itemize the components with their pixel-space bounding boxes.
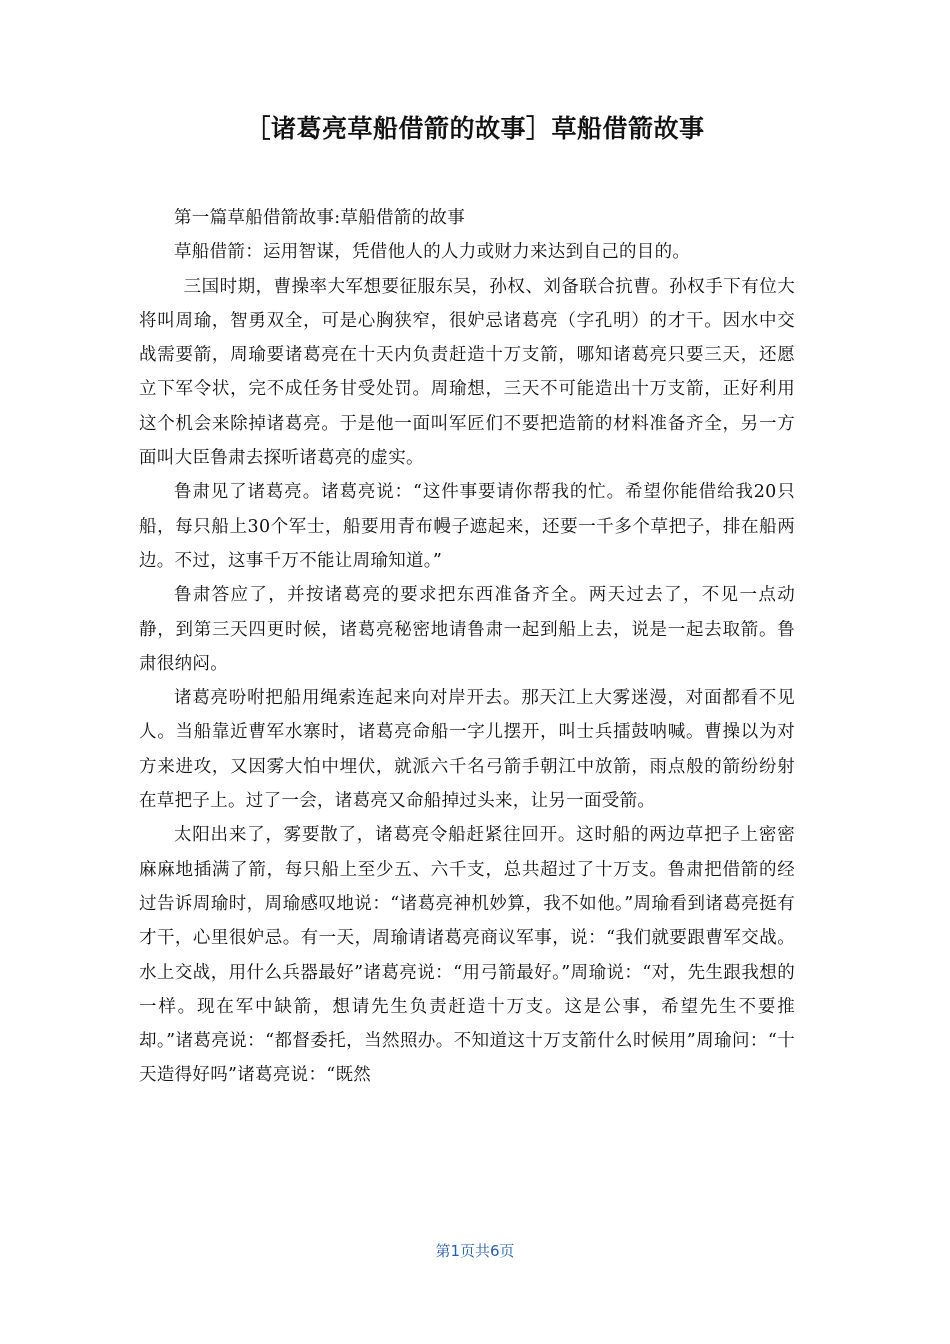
page-title: ［诸葛亮草船借箭的故事］草船借箭故事 [245,114,705,143]
paragraph-borrow-arrows: 诸葛亮吩咐把船用绳索连起来向对岸开去。那天江上大雾迷漫，对面都看不见人。当船靠近曹军水寨时，诸葛亮命船一字儿摆开，叫士兵擂鼓呐喊。曹操以为对方来进攻，又因雾大怕中埋伏，就派六千名弓箭手朝江中放箭，雨点般的箭纷纷射在草把子上。过了一会，诸葛亮又命船掉过头来，让另一面受箭。 [139,688,795,812]
page-footer: 第1页共6页 [435,1242,515,1260]
paragraph-definition: 草船借箭：运用智谋，凭借他人的人力或财力来达到自己的目的。 [174,242,691,263]
paragraph-sunrise: 太阳出来了，雾要散了，诸葛亮令船赶紧往回开。这时船的两边草把子上密密麻麻地插满了箭，每只船上至少五、六千支，总共超过了十万支。鲁肃把借箭的经过告诉周瑜时，周瑜感叹地说：“诸葛亮神机妙算，我不如他。”周瑜看到诸葛亮挺有才干，心里很妒忌。有一天，周瑜请诸葛亮商议军事，说：“我们就要跟曹军交战。水上交战，用什么兵器最好”诸葛亮说：“用弓箭最好。”周瑜说：“对，先生跟我想的一样。现在军中缺箭，想请先生负责赶造十万支。这是公事，希望先生不要推却。”诸葛亮说：“都督委托，当然照办。不知道这十万支箭什么时候用”周瑜问：“十天造得好吗”诸葛亮说：“既然 [139,825,795,1086]
document-body [139,201,795,1093]
paragraph-story-intro: 三国时期，曹操率大军想要征服东吴，孙权、刘备联合抗曹。孙权手下有位大将叫周瑜，智勇双全，可是心胸狭窄，很妒忌诸葛亮（字孔明）的才干。因水中交战需要箭，周瑜要诸葛亮在十天内负责赶造十万支箭，哪知诸葛亮只要三天，还愿立下军令状，完不成任务甘受处罚。周瑜想，三天不可能造出十万支箭，正好利用这个机会来除掉诸葛亮。于是他一面叫军匠们不要把造箭的材料准备齐全，另一方面叫大臣鲁肃去探听诸葛亮的虚实。 [139,276,795,469]
paragraph-subtitle: 第一篇草船借箭故事:草船借箭的故事 [174,208,465,228]
paragraph-lusu-meets: 鲁肃见了诸葛亮。诸葛亮说：“这件事要请你帮我的忙。希望你能借给我20只船，每只船上30个军士，船要用青布幔子遮起来，还要一千多个草把子，排在船两边。不过，这事千万不能让周瑜知道。” [139,482,795,571]
paragraph-lusu-agrees: 鲁肃答应了，并按诸葛亮的要求把东西准备齐全。两天过去了，不见一点动静，到第三天四更时候，诸葛亮秘密地请鲁肃一起到船上去，说是一起去取箭。鲁肃很纳闷。 [139,585,795,674]
